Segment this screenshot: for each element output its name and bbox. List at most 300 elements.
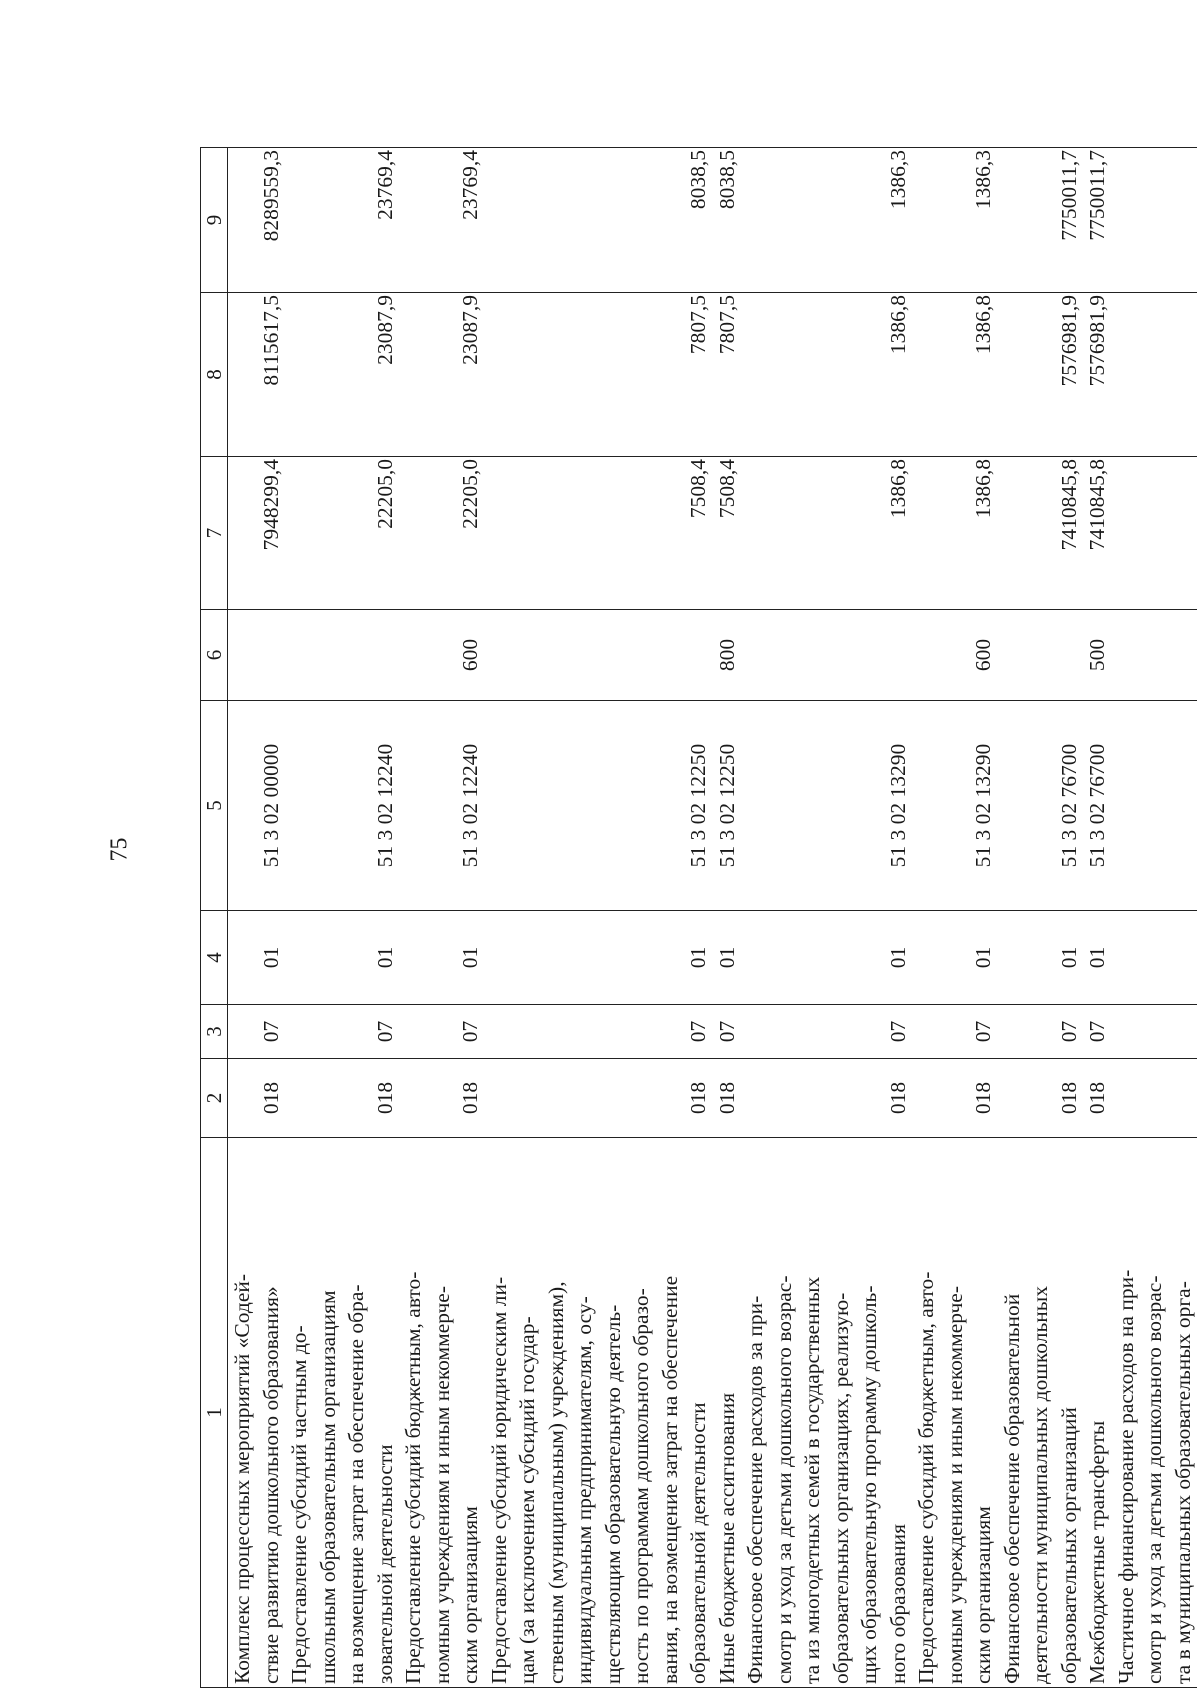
spacer	[285, 150, 314, 292]
spacer	[912, 459, 941, 609]
spacer	[1112, 1005, 1141, 1058]
table-body	[228, 148, 1198, 1688]
cell-col-3	[998, 1005, 1084, 1059]
spacer	[741, 911, 770, 1004]
table-row	[228, 148, 286, 1688]
cell-value: 1386,8	[885, 295, 910, 355]
cell-col-7	[1083, 457, 1112, 610]
description-line: цам (за исключением субсидий государ-	[515, 1316, 539, 1684]
description-line: зовательной деятельности	[372, 1444, 397, 1684]
row-description	[741, 1138, 912, 1688]
cell-value: 01	[714, 946, 739, 969]
cell-value: 51 3 02 12250	[686, 743, 710, 868]
spacer	[285, 295, 314, 456]
column-header-8: 8	[201, 293, 228, 457]
spacer	[399, 701, 428, 910]
cell-value: 7807,5	[714, 295, 739, 355]
cell-col-9	[1112, 148, 1198, 293]
cell-col-5	[1112, 701, 1198, 911]
cell-value: 22205,0	[458, 459, 482, 529]
cell-value: 23769,4	[372, 150, 397, 220]
cell-col-4	[912, 911, 998, 1005]
spacer	[1112, 911, 1141, 1004]
spacer	[656, 911, 685, 1004]
spacer	[570, 150, 599, 292]
cell-value: 51 3 02 76700	[1085, 743, 1109, 868]
cell-col-7	[399, 457, 485, 610]
cell-col-9	[741, 148, 912, 293]
description-line: Финансовое обеспечение образовательной	[999, 1293, 1024, 1684]
spacer	[798, 459, 827, 609]
spacer	[941, 1059, 970, 1137]
cell-col-3	[228, 1005, 286, 1059]
spacer	[513, 610, 542, 700]
cell-value: 7750011,7	[1056, 150, 1081, 241]
cell-value	[1169, 1005, 1198, 1058]
spacer	[770, 150, 799, 292]
cell-value: 7576981,9	[1085, 295, 1109, 387]
cell-value: 07	[1056, 1020, 1081, 1043]
spacer	[798, 610, 827, 700]
spacer	[513, 295, 542, 456]
description-line: образовательных организаций	[1056, 1407, 1081, 1684]
cell-value: 07	[1085, 1020, 1109, 1043]
cell-value	[1055, 610, 1084, 700]
column-header-4: 4	[201, 911, 228, 1005]
cell-value: 8115617,5	[258, 295, 283, 386]
cell-value: 01	[971, 946, 995, 969]
spacer	[228, 150, 257, 292]
spacer	[912, 1059, 941, 1137]
spacer	[399, 911, 428, 1004]
cell-col-8	[1083, 293, 1112, 457]
spacer	[228, 911, 257, 1004]
cell-col-8	[399, 293, 485, 457]
cell-value: 07	[686, 1020, 710, 1043]
spacer	[741, 701, 770, 910]
column-header-6: 6	[201, 610, 228, 701]
cell-value: 51 3 02 12240	[458, 743, 482, 868]
spacer	[599, 150, 628, 292]
spacer	[1026, 701, 1055, 910]
cell-col-9	[1083, 148, 1112, 293]
cell-value: 7410845,8	[1085, 459, 1109, 551]
spacer	[1112, 295, 1141, 456]
cell-col-6	[485, 610, 713, 701]
cell-value	[884, 610, 913, 700]
cell-value: 01	[1056, 946, 1081, 969]
spacer	[513, 1005, 542, 1058]
row-description	[912, 1138, 998, 1688]
table-row	[1112, 148, 1198, 1688]
spacer	[827, 1005, 856, 1058]
spacer	[342, 1005, 371, 1058]
budget-table	[200, 147, 1197, 1688]
spacer	[570, 295, 599, 456]
column-header-1: 1	[201, 1138, 228, 1688]
spacer	[399, 459, 428, 609]
cell-value: 1386,3	[971, 150, 995, 210]
spacer	[399, 150, 428, 292]
cell-col-4	[1083, 911, 1112, 1005]
spacer	[228, 295, 257, 456]
cell-col-4	[399, 911, 485, 1005]
spacer	[941, 295, 970, 456]
cell-col-8	[713, 293, 742, 457]
cell-col-3	[399, 1005, 485, 1059]
cell-value: 018	[258, 1081, 283, 1115]
spacer	[342, 610, 371, 700]
description-line: номным учреждениям и иным некоммерче-	[942, 1285, 967, 1684]
cell-value: 018	[1056, 1081, 1081, 1115]
cell-value: 7508,4	[686, 459, 710, 519]
cell-col-9	[485, 148, 713, 293]
cell-value: 01	[885, 946, 910, 969]
cell-col-3	[912, 1005, 998, 1059]
spacer	[342, 1059, 371, 1137]
spacer	[570, 459, 599, 609]
spacer	[513, 150, 542, 292]
spacer	[1026, 459, 1055, 609]
spacer	[399, 1059, 428, 1137]
spacer	[798, 150, 827, 292]
cell-value	[1169, 1059, 1198, 1137]
cell-col-5	[713, 701, 742, 911]
cell-value: 8038,5	[686, 150, 710, 210]
spacer	[827, 459, 856, 609]
description-line: образовательной деятельности	[686, 1402, 710, 1684]
spacer	[998, 1005, 1027, 1058]
spacer	[428, 1059, 457, 1137]
cell-col-4	[998, 911, 1084, 1005]
spacer	[627, 701, 656, 910]
spacer	[599, 610, 628, 700]
cell-value: 018	[458, 1081, 482, 1115]
description-line: Финансовое обеспечение расходов за при-	[743, 1295, 767, 1684]
spacer	[941, 150, 970, 292]
table-row	[998, 148, 1084, 1688]
spacer	[1026, 150, 1055, 292]
spacer	[513, 701, 542, 910]
spacer	[998, 610, 1027, 700]
spacer	[1112, 701, 1141, 910]
spacer	[912, 911, 941, 1004]
spacer	[228, 1059, 257, 1137]
cell-col-5	[285, 701, 399, 911]
spacer	[998, 150, 1027, 292]
description-line: смотр и уход за детьми дошкольного возрас-	[771, 1275, 796, 1684]
spacer	[513, 1059, 542, 1137]
budget-table-sheet	[200, 148, 1195, 1688]
cell-col-3	[285, 1005, 399, 1059]
cell-value: 51 3 02 00000	[258, 743, 283, 868]
spacer	[570, 701, 599, 910]
spacer	[570, 610, 599, 700]
spacer	[1112, 459, 1141, 609]
cell-value: 500	[1085, 638, 1109, 672]
spacer	[314, 911, 343, 1004]
description-line: Предоставление субсидий частным до-	[287, 1325, 311, 1684]
cell-col-3	[713, 1005, 742, 1059]
cell-col-5	[741, 701, 912, 911]
spacer	[599, 1059, 628, 1137]
row-description	[285, 1138, 399, 1688]
spacer	[998, 701, 1027, 910]
spacer	[542, 1059, 571, 1137]
spacer	[342, 295, 371, 456]
cell-value	[257, 610, 286, 700]
spacer	[428, 150, 457, 292]
cell-col-9	[713, 148, 742, 293]
description-line: смотр и уход за детьми дошкольного возрас-	[1142, 1275, 1166, 1684]
spacer	[770, 295, 799, 456]
cell-value: 018	[971, 1081, 995, 1115]
row-description	[713, 1138, 742, 1688]
spacer	[656, 150, 685, 292]
cell-value: 8038,5	[714, 150, 739, 210]
spacer	[485, 1059, 514, 1137]
spacer	[912, 610, 941, 700]
spacer	[228, 610, 257, 700]
cell-col-6	[285, 610, 399, 701]
row-description	[998, 1138, 1084, 1688]
cell-col-7	[285, 457, 399, 610]
cell-value: 018	[686, 1081, 710, 1115]
spacer	[342, 911, 371, 1004]
cell-col-8	[912, 293, 998, 457]
cell-col-2	[399, 1059, 485, 1138]
cell-col-6	[912, 610, 998, 701]
cell-col-8	[285, 293, 399, 457]
description-line: Частичное финансирование расходов на при-	[1113, 1269, 1138, 1684]
cell-value: 01	[258, 946, 283, 969]
cell-col-5	[485, 701, 713, 911]
spacer	[1140, 150, 1169, 292]
description-line: деятельности муниципальных дошкольных	[1028, 1286, 1052, 1684]
spacer	[314, 610, 343, 700]
cell-col-7	[998, 457, 1084, 610]
cell-col-2	[1112, 1059, 1198, 1138]
cell-col-4	[485, 911, 713, 1005]
cell-value	[1169, 459, 1198, 609]
description-line: ствие развитию дошкольного образования»	[258, 1286, 283, 1684]
spacer	[513, 911, 542, 1004]
cell-col-8	[998, 293, 1084, 457]
cell-value: 23769,4	[458, 150, 482, 220]
description-line: Предоставление субсидий бюджетным, авто-	[401, 1271, 425, 1684]
cell-col-2	[1083, 1059, 1112, 1138]
spacer	[428, 701, 457, 910]
description-line: индивидуальным предпринимателям, осу-	[572, 1296, 596, 1684]
spacer	[570, 911, 599, 1004]
cell-col-6	[1083, 610, 1112, 701]
cell-value: 01	[1085, 946, 1109, 969]
spacer	[941, 911, 970, 1004]
cell-col-5	[228, 701, 286, 911]
cell-col-2	[285, 1059, 399, 1138]
spacer	[627, 610, 656, 700]
description-line: Межбюджетные трансферты	[1085, 1420, 1109, 1684]
description-line: школьным образовательным организациям	[315, 1290, 340, 1684]
spacer	[342, 150, 371, 292]
description-line: Иные бюджетные ассигнования	[714, 1392, 739, 1684]
cell-value	[684, 610, 713, 700]
description-line: вания, на возмещение затрат на обеспечение	[657, 1275, 682, 1684]
cell-col-3	[1112, 1005, 1198, 1059]
spacer	[314, 1059, 343, 1137]
spacer	[998, 295, 1027, 456]
spacer	[627, 150, 656, 292]
spacer	[798, 295, 827, 456]
spacer	[770, 459, 799, 609]
cell-col-5	[912, 701, 998, 911]
spacer	[770, 1005, 799, 1058]
spacer	[741, 1005, 770, 1058]
spacer	[627, 295, 656, 456]
spacer	[912, 1005, 941, 1058]
cell-value: 7750011,7	[1085, 150, 1109, 241]
spacer	[285, 1005, 314, 1058]
cell-value: 51 3 02 12240	[372, 743, 397, 868]
spacer	[285, 459, 314, 609]
row-description	[228, 1138, 286, 1688]
cell-col-2	[228, 1059, 286, 1138]
cell-col-6	[228, 610, 286, 701]
spacer	[542, 610, 571, 700]
description-line: на возмещение затрат на обеспечение обра-	[344, 1284, 368, 1684]
spacer	[656, 295, 685, 456]
description-line: та в муниципальных образовательных орга-	[1170, 1281, 1195, 1684]
cell-col-9	[285, 148, 399, 293]
cell-col-4	[1112, 911, 1198, 1005]
row-description	[1083, 1138, 1112, 1688]
column-header-2: 2	[201, 1059, 228, 1138]
spacer	[485, 701, 514, 910]
cell-col-3	[741, 1005, 912, 1059]
cell-col-2	[912, 1059, 998, 1138]
cell-col-4	[741, 911, 912, 1005]
description-line: ного образования	[885, 1523, 910, 1684]
table-row	[912, 148, 998, 1688]
spacer	[485, 1005, 514, 1058]
spacer	[855, 295, 884, 456]
cell-value: 51 3 02 13290	[971, 743, 995, 868]
spacer	[1026, 295, 1055, 456]
cell-col-3	[485, 1005, 713, 1059]
spacer	[285, 911, 314, 1004]
cell-value: 07	[458, 1020, 482, 1043]
spacer	[1026, 610, 1055, 700]
cell-col-4	[713, 911, 742, 1005]
cell-value: 018	[885, 1081, 910, 1115]
spacer	[770, 701, 799, 910]
cell-col-8	[1112, 293, 1198, 457]
cell-col-9	[228, 148, 286, 293]
spacer	[485, 150, 514, 292]
description-line: ность по программам дошкольного образо-	[629, 1288, 653, 1684]
spacer	[656, 1059, 685, 1137]
table-row	[399, 148, 485, 1688]
spacer	[599, 295, 628, 456]
column-header-5: 5	[201, 701, 228, 911]
description-line: образовательных организациях, реализую-	[828, 1292, 853, 1684]
cell-col-4	[285, 911, 399, 1005]
cell-col-6	[713, 610, 742, 701]
spacer	[855, 911, 884, 1004]
cell-value: 800	[714, 638, 739, 672]
cell-col-7	[912, 457, 998, 610]
spacer	[855, 1059, 884, 1137]
spacer	[228, 701, 257, 910]
description-line: Комплекс процессных мероприятий «Содей-	[230, 1273, 254, 1684]
spacer	[998, 459, 1027, 609]
spacer	[741, 1059, 770, 1137]
cell-value: 23087,9	[372, 295, 397, 365]
spacer	[855, 459, 884, 609]
row-description	[399, 1138, 485, 1688]
spacer	[285, 701, 314, 910]
cell-value: 01	[458, 946, 482, 969]
spacer	[998, 911, 1027, 1004]
spacer	[827, 701, 856, 910]
cell-col-3	[1083, 1005, 1112, 1059]
cell-col-8	[485, 293, 713, 457]
spacer	[285, 1059, 314, 1137]
spacer	[485, 610, 514, 700]
spacer	[542, 150, 571, 292]
spacer	[542, 1005, 571, 1058]
spacer	[798, 911, 827, 1004]
cell-col-9	[399, 148, 485, 293]
spacer	[770, 610, 799, 700]
page-number: 75	[106, 837, 133, 862]
spacer	[912, 295, 941, 456]
cell-col-5	[998, 701, 1084, 911]
cell-value	[371, 610, 400, 700]
spacer	[1112, 610, 1141, 700]
cell-col-6	[1112, 610, 1198, 701]
cell-col-9	[998, 148, 1084, 293]
spacer	[542, 295, 571, 456]
cell-value: 7508,4	[714, 459, 739, 519]
spacer	[1112, 1059, 1141, 1137]
spacer	[941, 701, 970, 910]
spacer	[599, 1005, 628, 1058]
cell-col-6	[399, 610, 485, 701]
spacer	[741, 610, 770, 700]
spacer	[1140, 610, 1169, 700]
spacer	[228, 1005, 257, 1058]
spacer	[1140, 295, 1169, 456]
spacer	[656, 701, 685, 910]
spacer	[627, 911, 656, 1004]
spacer	[998, 1059, 1027, 1137]
cell-value: 1386,8	[971, 459, 995, 519]
spacer	[770, 911, 799, 1004]
column-header-7: 7	[201, 457, 228, 610]
spacer	[941, 610, 970, 700]
cell-col-5	[399, 701, 485, 911]
cell-value: 600	[458, 638, 482, 672]
spacer	[1026, 1005, 1055, 1058]
cell-value: 7807,5	[686, 295, 710, 355]
cell-value: 7576981,9	[1056, 295, 1081, 387]
cell-value: 51 3 02 76700	[1056, 743, 1081, 868]
description-line: ственным (муниципальным) учреждениям),	[543, 1281, 568, 1684]
cell-col-8	[228, 293, 286, 457]
cell-col-7	[713, 457, 742, 610]
row-description	[485, 1138, 713, 1688]
